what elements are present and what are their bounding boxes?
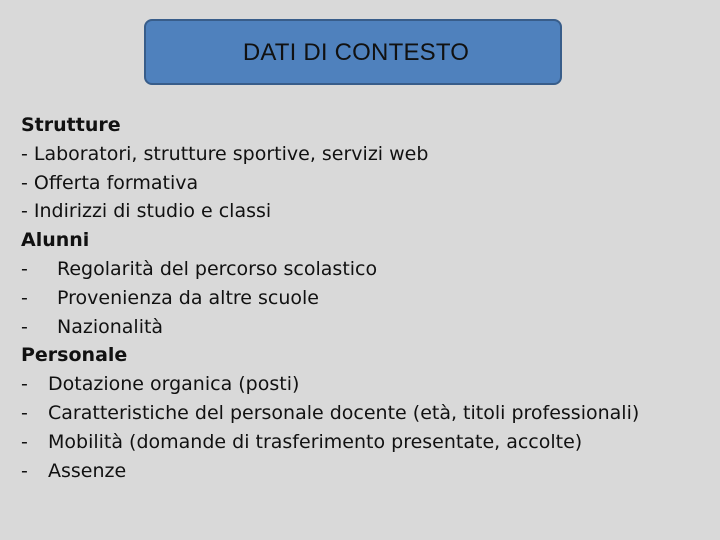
list-item-text: Mobilità (domande di trasferimento presentate, accolte) [48, 430, 583, 453]
list-item-text: Assenze [48, 459, 127, 482]
bullet-dash: - [21, 459, 28, 482]
list-item-text: Nazionalità [57, 315, 164, 338]
list-item [21, 428, 711, 457]
list-item [21, 284, 711, 313]
list-item-text: Caratteristiche del personale docente (età, titoli professionali) [48, 401, 640, 424]
list-item: - Indirizzi di studio e classi [21, 200, 272, 223]
bullet-dash: - [21, 430, 28, 453]
list-item [21, 370, 711, 399]
bullet-dash: - [21, 315, 28, 338]
content-body [21, 111, 711, 485]
list-item-text: Dotazione organica (posti) [48, 373, 300, 396]
list-item-text: Provenienza da altre scuole [57, 286, 320, 309]
list-item [21, 313, 711, 342]
section-heading-personale: Personale [21, 344, 128, 367]
list-item: - Offerta formativa [21, 171, 199, 194]
slide-title: DATI DI CONTESTO [242, 38, 470, 66]
bullet-dash: - [21, 286, 28, 309]
list-item [21, 255, 711, 284]
list-item-text: Regolarità del percorso scolastico [57, 257, 378, 280]
section-heading-strutture: Strutture [21, 114, 121, 136]
list-item: - Laboratori, strutture sportive, servizi web [21, 142, 429, 165]
bullet-dash: - [21, 257, 28, 280]
section-heading-alunni: Alunni [21, 229, 90, 252]
list-item [21, 457, 711, 486]
title-box [144, 19, 562, 85]
bullet-dash: - [21, 373, 28, 396]
list-item [21, 399, 711, 428]
bullet-dash: - [21, 401, 28, 424]
